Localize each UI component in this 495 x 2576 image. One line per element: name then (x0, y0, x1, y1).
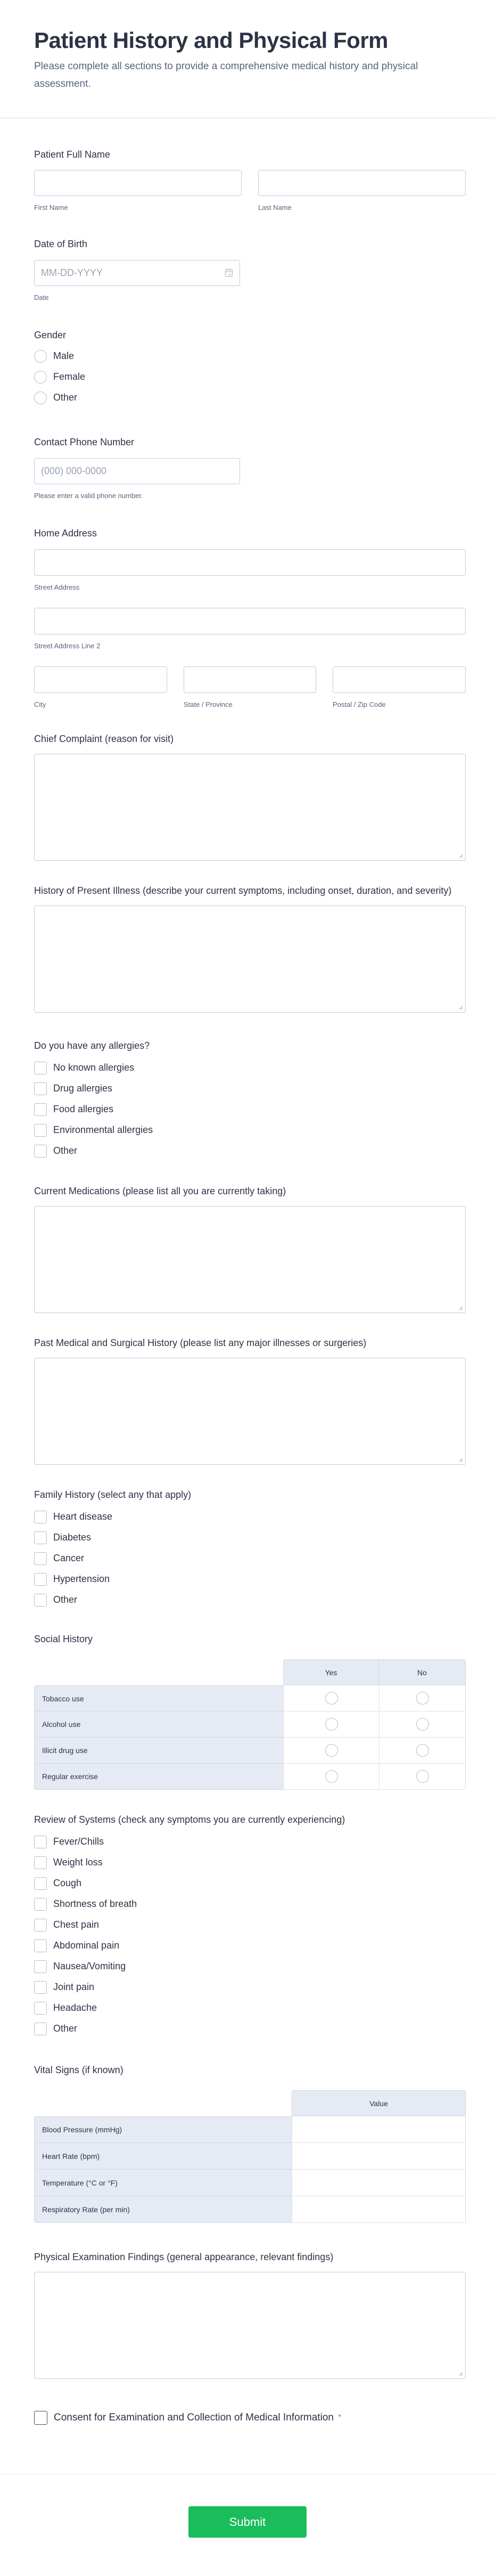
exam-findings-textarea[interactable] (34, 2272, 466, 2379)
state-input[interactable] (184, 666, 316, 693)
first-name-input[interactable] (34, 170, 242, 196)
matrix-row (34, 2143, 466, 2170)
dob-input[interactable] (34, 260, 240, 286)
street-address-sublabel: Street Address (34, 583, 80, 591)
symptom-option[interactable] (34, 1977, 466, 1998)
matrix-row (34, 2170, 466, 2196)
option-label: Other (53, 392, 78, 403)
symptom-option[interactable] (34, 1831, 466, 1852)
phone-sublabel: Please enter a valid phone number. (34, 492, 143, 500)
past-history-question (34, 1313, 466, 1465)
allergies-question (34, 1013, 466, 1161)
matrix-row (34, 2116, 466, 2143)
matrix-cell-no[interactable] (379, 1685, 466, 1711)
exam-findings-label: Physical Examination Findings (general appearance, relevant findings) (34, 2252, 334, 2262)
allergy-option[interactable] (34, 1099, 466, 1120)
radio-button[interactable] (416, 1744, 429, 1757)
option-label: Chest pain (53, 1919, 100, 1930)
zip-sublabel: Postal / Zip Code (333, 700, 386, 708)
checkbox[interactable] (34, 1836, 47, 1848)
option-label: Heart disease (53, 1511, 113, 1522)
checkbox[interactable] (34, 1898, 47, 1911)
family-history-option[interactable] (34, 1527, 466, 1548)
resize-handle-icon[interactable] (459, 1458, 463, 1462)
symptom-option[interactable] (34, 2018, 466, 2039)
matrix-row (34, 1738, 466, 1764)
form-header (0, 0, 495, 118)
full-name-label: Patient Full Name (34, 149, 111, 160)
checkbox[interactable] (34, 1594, 47, 1607)
option-label: Other (53, 1145, 78, 1156)
checkbox[interactable] (34, 1552, 47, 1565)
allergies-label: Do you have any allergies? (34, 1040, 150, 1051)
radio-button[interactable] (416, 1770, 429, 1783)
submit-button[interactable]: Submit (188, 2506, 307, 2538)
matrix-cell-no[interactable] (379, 1764, 466, 1790)
symptom-option[interactable] (34, 1894, 466, 1914)
option-label: Other (53, 2023, 78, 2034)
gender-question (34, 302, 466, 408)
radio-button[interactable] (416, 1718, 429, 1731)
option-label: No known allergies (53, 1062, 135, 1073)
radio-button[interactable] (325, 1692, 338, 1705)
present-illness-label: History of Present Illness (describe your current symptoms, including onset, duration, and severity) (34, 885, 452, 896)
matrix-column-header: No (379, 1659, 466, 1685)
dob-question (34, 212, 466, 302)
vital-value-input[interactable] (292, 2170, 466, 2196)
option-label: Shortness of breath (53, 1898, 137, 1909)
social-history-matrix (34, 1659, 466, 1790)
checkbox[interactable] (34, 1062, 47, 1074)
checkbox[interactable] (34, 1103, 47, 1116)
allergy-option[interactable] (34, 1078, 466, 1099)
state-sublabel: State / Province (184, 700, 233, 708)
option-label: Abdominal pain (53, 1940, 120, 1951)
chief-complaint-label: Chief Complaint (reason for visit) (34, 733, 174, 744)
vital-value-input[interactable] (292, 2116, 466, 2143)
last-name-input[interactable] (258, 170, 466, 196)
option-label: Environmental allergies (53, 1124, 153, 1135)
radio-button[interactable] (325, 1718, 338, 1731)
resize-handle-icon[interactable] (459, 1006, 463, 1010)
dob-sublabel: Date (34, 294, 49, 301)
allergy-option[interactable] (34, 1057, 466, 1078)
vital-signs-label: Vital Signs (if known) (34, 2065, 123, 2075)
street-address-2-input[interactable] (34, 608, 466, 634)
gender-label: Gender (34, 330, 67, 340)
family-history-option[interactable] (34, 1506, 466, 1527)
zip-input[interactable] (333, 666, 466, 693)
symptom-option[interactable] (34, 1914, 466, 1935)
matrix-row-label: Temperature (°C or °F) (34, 2170, 292, 2196)
checkbox[interactable] (34, 1124, 47, 1137)
family-history-label: Family History (select any that apply) (34, 1489, 192, 1500)
matrix-cell-yes[interactable] (283, 1738, 379, 1764)
chief-complaint-question (34, 709, 466, 861)
option-label: Other (53, 1594, 78, 1605)
present-illness-question (34, 861, 466, 1013)
consent-option[interactable] (34, 2411, 466, 2425)
first-name-sublabel: First Name (34, 203, 68, 211)
allergy-option[interactable] (34, 1120, 466, 1140)
social-history-label: Social History (34, 1634, 93, 1644)
phone-question (34, 408, 466, 500)
full-name-question (34, 118, 466, 212)
past-history-textarea[interactable] (34, 1358, 466, 1465)
checkbox[interactable] (34, 1919, 47, 1931)
option-label: Cancer (53, 1553, 85, 1563)
family-history-question (34, 1465, 466, 1610)
matrix-cell-no[interactable] (379, 1738, 466, 1764)
checkbox[interactable] (34, 1082, 47, 1095)
radio-button[interactable] (416, 1692, 429, 1705)
matrix-row-label: Alcohol use (34, 1711, 283, 1738)
matrix-cell-yes[interactable] (283, 1764, 379, 1790)
checkbox[interactable] (34, 1981, 47, 1994)
resize-handle-icon[interactable] (459, 2372, 463, 2376)
street-address-input[interactable] (34, 549, 466, 576)
matrix-column-header: Yes (283, 1659, 379, 1685)
gender-option-male[interactable] (34, 346, 466, 366)
symptom-option[interactable] (34, 1998, 466, 2018)
checkbox[interactable] (34, 1939, 47, 1952)
family-history-option[interactable] (34, 1548, 466, 1569)
checkbox[interactable] (34, 2023, 47, 2035)
form-body (0, 118, 495, 2474)
medications-textarea[interactable] (34, 1206, 466, 1313)
matrix-row-label: Heart Rate (bpm) (34, 2143, 292, 2170)
symptom-option[interactable] (34, 1852, 466, 1873)
checkbox[interactable] (34, 1877, 47, 1890)
resize-handle-icon[interactable] (459, 854, 463, 858)
consent-checkbox[interactable] (34, 2411, 47, 2425)
option-label: Joint pain (53, 1982, 95, 1992)
calendar-icon[interactable] (225, 268, 233, 280)
checkbox[interactable] (34, 1145, 47, 1157)
checkbox[interactable] (34, 2002, 47, 2015)
option-label: Headache (53, 2002, 97, 2013)
option-label: Male (53, 350, 75, 361)
symptom-option[interactable] (34, 1873, 466, 1894)
matrix-row-label: Tobacco use (34, 1685, 283, 1711)
radio-button[interactable] (34, 350, 47, 363)
medications-label: Current Medications (please list all you are currently taking) (34, 1186, 286, 1196)
dob-placeholder: MM-DD-YYYY (41, 267, 103, 278)
matrix-row-label: Regular exercise (34, 1764, 283, 1790)
dob-label: Date of Birth (34, 239, 88, 249)
vital-signs-question (34, 2039, 466, 2223)
phone-label: Contact Phone Number (34, 437, 135, 447)
past-history-label: Past Medical and Surgical History (please list any major illnesses or surgeries) (34, 1338, 367, 1348)
symptom-option[interactable] (34, 1956, 466, 1977)
checkbox[interactable] (34, 1573, 47, 1586)
matrix-column-header: Value (292, 2090, 466, 2116)
chief-complaint-textarea[interactable] (34, 754, 466, 861)
checkbox[interactable] (34, 1511, 47, 1523)
option-label: Female (53, 371, 86, 382)
matrix-cell-no[interactable] (379, 1711, 466, 1738)
street-address-2-sublabel: Street Address Line 2 (34, 642, 101, 650)
matrix-row-label: Blood Pressure (mmHg) (34, 2116, 292, 2143)
radio-button[interactable] (325, 1744, 338, 1757)
footer (0, 2474, 495, 2576)
matrix-row (34, 1711, 466, 1738)
consent-question (34, 2379, 466, 2474)
gender-option-female[interactable] (34, 366, 466, 387)
city-input[interactable] (34, 666, 167, 693)
review-of-systems-question (34, 1790, 466, 2039)
exam-findings-question (34, 2223, 466, 2379)
checkbox[interactable] (34, 1531, 47, 1544)
matrix-cell-yes[interactable] (283, 1685, 379, 1711)
allergy-option[interactable] (34, 1140, 466, 1161)
phone-input[interactable] (34, 458, 240, 484)
matrix-cell-yes[interactable] (283, 1711, 379, 1738)
option-label: Fever/Chills (53, 1836, 104, 1847)
matrix-row (34, 2196, 466, 2223)
phone-placeholder: (000) 000-0000 (41, 466, 107, 476)
family-history-option[interactable] (34, 1589, 466, 1610)
checkbox[interactable] (34, 1856, 47, 1869)
address-question (34, 500, 466, 709)
matrix-row (34, 1764, 466, 1790)
matrix-row-label: Respiratory Rate (per min) (34, 2196, 292, 2223)
vital-value-input[interactable] (292, 2143, 466, 2170)
family-history-option[interactable] (34, 1569, 466, 1589)
symptom-option[interactable] (34, 1935, 466, 1956)
option-label: Drug allergies (53, 1083, 113, 1094)
option-label: Food allergies (53, 1104, 114, 1114)
radio-button[interactable] (34, 371, 47, 384)
form-subtitle: Please complete all sections to provide a comprehensive medical history and physical assessment. (34, 61, 418, 89)
option-label: Diabetes (53, 1532, 92, 1543)
option-label: Nausea/Vomiting (53, 1961, 126, 1971)
radio-button[interactable] (34, 392, 47, 404)
last-name-sublabel: Last Name (258, 203, 292, 211)
form-title: Patient History and Physical Form (34, 28, 389, 53)
resize-handle-icon[interactable] (459, 1306, 463, 1310)
option-label: Cough (53, 1878, 82, 1888)
medications-question (34, 1161, 466, 1313)
matrix-row (34, 1685, 466, 1711)
required-asterisk: * (337, 2413, 342, 2422)
consent-label: Consent for Examination and Collection of Medical Information (54, 2412, 334, 2423)
vital-value-input[interactable] (292, 2196, 466, 2223)
checkbox[interactable] (34, 1960, 47, 1973)
review-of-systems-label: Review of Systems (check any symptoms you are currently experiencing) (34, 1814, 345, 1825)
vital-signs-matrix (34, 2090, 466, 2223)
radio-button[interactable] (325, 1770, 338, 1783)
gender-option-other[interactable] (34, 387, 466, 408)
option-label: Weight loss (53, 1857, 103, 1868)
address-label: Home Address (34, 528, 97, 539)
present-illness-textarea[interactable] (34, 906, 466, 1013)
city-sublabel: City (34, 700, 46, 708)
matrix-row-label: Illicit drug use (34, 1738, 283, 1764)
option-label: Hypertension (53, 1574, 110, 1584)
social-history-question (34, 1610, 466, 1790)
